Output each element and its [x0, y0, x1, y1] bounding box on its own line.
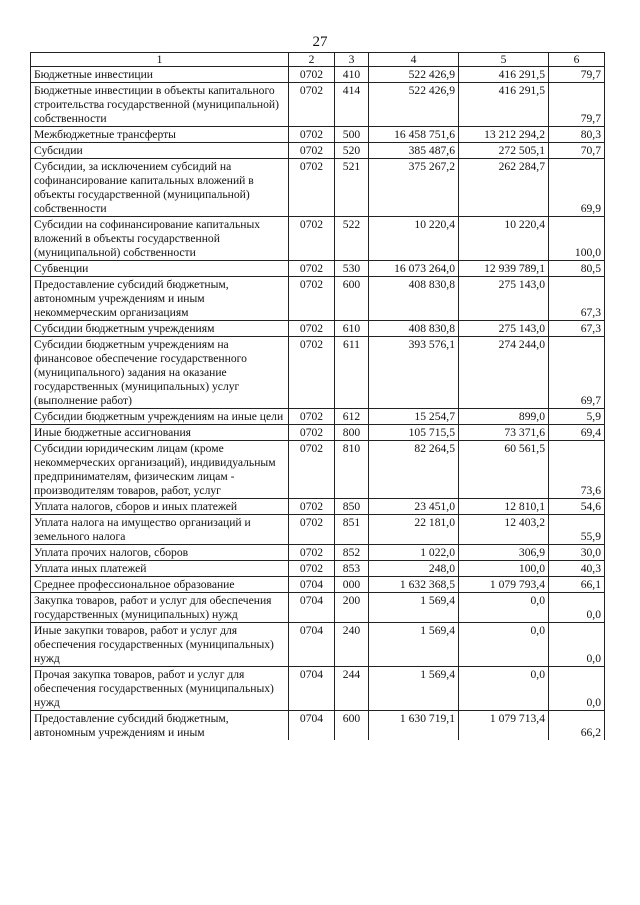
- column-header-percent: 6: [549, 53, 605, 67]
- row-name-cell: Закупка товаров, работ и услуг для обеспечения государственных (муниципальных) нужд: [31, 593, 289, 623]
- row-name-cell: Уплата налогов, сборов и иных платежей: [31, 499, 289, 515]
- row-fact-amount-cell: 12 403,2: [459, 515, 549, 545]
- table-row: [31, 159, 605, 217]
- row-expense-type-cell: 530: [335, 261, 369, 277]
- row-percent-cell: 73,6: [549, 441, 605, 499]
- row-section-code-cell: 0702: [289, 277, 335, 321]
- row-expense-type-cell: 240: [335, 623, 369, 667]
- table-row: [31, 67, 605, 83]
- row-fact-amount-cell: 73 371,6: [459, 425, 549, 441]
- row-expense-type-cell: 520: [335, 143, 369, 159]
- row-percent-cell: 79,7: [549, 67, 605, 83]
- row-percent-cell: 66,2: [549, 711, 605, 741]
- row-expense-type-cell: 244: [335, 667, 369, 711]
- row-section-code-cell: 0702: [289, 337, 335, 409]
- table-row: [31, 499, 605, 515]
- row-section-code-cell: 0704: [289, 711, 335, 741]
- row-plan-amount-cell: 248,0: [369, 561, 459, 577]
- row-plan-amount-cell: 522 426,9: [369, 67, 459, 83]
- table-row: [31, 577, 605, 593]
- row-section-code-cell: 0702: [289, 515, 335, 545]
- row-percent-cell: 5,9: [549, 409, 605, 425]
- row-fact-amount-cell: 12 810,1: [459, 499, 549, 515]
- row-expense-type-cell: 853: [335, 561, 369, 577]
- row-expense-type-cell: 611: [335, 337, 369, 409]
- row-percent-cell: 69,4: [549, 425, 605, 441]
- row-plan-amount-cell: 522 426,9: [369, 83, 459, 127]
- row-section-code-cell: 0702: [289, 321, 335, 337]
- column-header-expense-type: 3: [335, 53, 369, 67]
- row-expense-type-cell: 851: [335, 515, 369, 545]
- table-row: [31, 143, 605, 159]
- row-fact-amount-cell: 416 291,5: [459, 67, 549, 83]
- row-plan-amount-cell: 408 830,8: [369, 277, 459, 321]
- row-fact-amount-cell: 272 505,1: [459, 143, 549, 159]
- row-fact-amount-cell: 100,0: [459, 561, 549, 577]
- table-row: [31, 261, 605, 277]
- row-expense-type-cell: 500: [335, 127, 369, 143]
- row-fact-amount-cell: 0,0: [459, 593, 549, 623]
- row-plan-amount-cell: 1 630 719,1: [369, 711, 459, 741]
- row-section-code-cell: 0702: [289, 159, 335, 217]
- row-plan-amount-cell: 385 487,6: [369, 143, 459, 159]
- row-fact-amount-cell: 274 244,0: [459, 337, 549, 409]
- row-percent-cell: 55,9: [549, 515, 605, 545]
- table-row: [31, 711, 605, 741]
- row-name-cell: Иные бюджетные ассигнования: [31, 425, 289, 441]
- row-percent-cell: 79,7: [549, 83, 605, 127]
- column-header-plan: 4: [369, 53, 459, 67]
- row-section-code-cell: 0704: [289, 593, 335, 623]
- row-percent-cell: 30,0: [549, 545, 605, 561]
- row-name-cell: Субсидии: [31, 143, 289, 159]
- row-name-cell: Субсидии юридическим лицам (кроме некоммерческих организаций), индивидуальным предпринимателям, физическим лицам - производителям товаров, работ, услуг: [31, 441, 289, 499]
- row-fact-amount-cell: 10 220,4: [459, 217, 549, 261]
- row-fact-amount-cell: 275 143,0: [459, 321, 549, 337]
- row-section-code-cell: 0702: [289, 545, 335, 561]
- row-name-cell: Прочая закупка товаров, работ и услуг для обеспечения государственных (муниципальных) нужд: [31, 667, 289, 711]
- row-section-code-cell: 0702: [289, 143, 335, 159]
- row-fact-amount-cell: 416 291,5: [459, 83, 549, 127]
- table-row: [31, 321, 605, 337]
- row-expense-type-cell: 600: [335, 711, 369, 741]
- row-expense-type-cell: 000: [335, 577, 369, 593]
- row-percent-cell: 67,3: [549, 321, 605, 337]
- table-row: [31, 623, 605, 667]
- row-fact-amount-cell: 899,0: [459, 409, 549, 425]
- row-name-cell: Иные закупки товаров, работ и услуг для обеспечения государственных (муниципальных) нужд: [31, 623, 289, 667]
- row-section-code-cell: 0702: [289, 127, 335, 143]
- row-section-code-cell: 0702: [289, 499, 335, 515]
- column-header-name: 1: [31, 53, 289, 67]
- row-expense-type-cell: 414: [335, 83, 369, 127]
- row-percent-cell: 40,3: [549, 561, 605, 577]
- row-section-code-cell: 0704: [289, 623, 335, 667]
- row-plan-amount-cell: 22 181,0: [369, 515, 459, 545]
- row-expense-type-cell: 612: [335, 409, 369, 425]
- row-plan-amount-cell: 16 458 751,6: [369, 127, 459, 143]
- row-expense-type-cell: 521: [335, 159, 369, 217]
- row-section-code-cell: 0702: [289, 67, 335, 83]
- row-plan-amount-cell: 1 569,4: [369, 667, 459, 711]
- row-section-code-cell: 0702: [289, 217, 335, 261]
- row-percent-cell: 70,7: [549, 143, 605, 159]
- row-fact-amount-cell: 60 561,5: [459, 441, 549, 499]
- budget-execution-table: [30, 52, 605, 740]
- row-fact-amount-cell: 262 284,7: [459, 159, 549, 217]
- row-plan-amount-cell: 1 569,4: [369, 623, 459, 667]
- row-expense-type-cell: 850: [335, 499, 369, 515]
- table-row: [31, 127, 605, 143]
- row-fact-amount-cell: 13 212 294,2: [459, 127, 549, 143]
- row-fact-amount-cell: 1 079 713,4: [459, 711, 549, 741]
- row-name-cell: Субвенции: [31, 261, 289, 277]
- row-name-cell: Уплата налога на имущество организаций и земельного налога: [31, 515, 289, 545]
- row-fact-amount-cell: 306,9: [459, 545, 549, 561]
- row-plan-amount-cell: 23 451,0: [369, 499, 459, 515]
- row-percent-cell: 66,1: [549, 577, 605, 593]
- row-expense-type-cell: 522: [335, 217, 369, 261]
- table-row: [31, 515, 605, 545]
- page-number: 27: [312, 34, 328, 50]
- row-percent-cell: 67,3: [549, 277, 605, 321]
- row-percent-cell: 54,6: [549, 499, 605, 515]
- row-percent-cell: 69,9: [549, 159, 605, 217]
- row-name-cell: Среднее профессиональное образование: [31, 577, 289, 593]
- row-percent-cell: 0,0: [549, 667, 605, 711]
- row-percent-cell: 80,3: [549, 127, 605, 143]
- row-plan-amount-cell: 375 267,2: [369, 159, 459, 217]
- column-number-header-row: [31, 53, 605, 67]
- row-section-code-cell: 0702: [289, 561, 335, 577]
- row-section-code-cell: 0702: [289, 261, 335, 277]
- table-row: [31, 667, 605, 711]
- row-name-cell: Предоставление субсидий бюджетным, автономным учреждениям и иным: [31, 711, 289, 741]
- row-percent-cell: 0,0: [549, 623, 605, 667]
- row-section-code-cell: 0704: [289, 577, 335, 593]
- row-name-cell: Уплата иных платежей: [31, 561, 289, 577]
- table-row: [31, 545, 605, 561]
- row-expense-type-cell: 852: [335, 545, 369, 561]
- table-body: [31, 67, 605, 741]
- row-section-code-cell: 0702: [289, 409, 335, 425]
- row-plan-amount-cell: 1 569,4: [369, 593, 459, 623]
- row-percent-cell: 100,0: [549, 217, 605, 261]
- table-row: [31, 409, 605, 425]
- row-name-cell: Субсидии, за исключением субсидий на софинансирование капитальных вложений в объекты государственной (муниципальной) собственности: [31, 159, 289, 217]
- row-name-cell: Субсидии бюджетным учреждениям на финансовое обеспечение государственного (муниципального) задания на оказание государственных (муниципальных) услуг (выполнение работ): [31, 337, 289, 409]
- table-row: [31, 425, 605, 441]
- row-plan-amount-cell: 1 632 368,5: [369, 577, 459, 593]
- row-fact-amount-cell: 0,0: [459, 667, 549, 711]
- table-row: [31, 593, 605, 623]
- row-name-cell: Межбюджетные трансферты: [31, 127, 289, 143]
- row-expense-type-cell: 810: [335, 441, 369, 499]
- row-fact-amount-cell: 0,0: [459, 623, 549, 667]
- row-name-cell: Бюджетные инвестиции в объекты капитального строительства государственной (муниципальной) собственности: [31, 83, 289, 127]
- row-section-code-cell: 0702: [289, 83, 335, 127]
- row-plan-amount-cell: 105 715,5: [369, 425, 459, 441]
- row-fact-amount-cell: 12 939 789,1: [459, 261, 549, 277]
- row-name-cell: Субсидии на софинансирование капитальных вложений в объекты государственной (муниципальной) собственности: [31, 217, 289, 261]
- row-expense-type-cell: 410: [335, 67, 369, 83]
- row-plan-amount-cell: 82 264,5: [369, 441, 459, 499]
- row-fact-amount-cell: 275 143,0: [459, 277, 549, 321]
- row-name-cell: Предоставление субсидий бюджетным, автономным учреждениям и иным некоммерческим организациям: [31, 277, 289, 321]
- row-plan-amount-cell: 1 022,0: [369, 545, 459, 561]
- row-section-code-cell: 0704: [289, 667, 335, 711]
- row-section-code-cell: 0702: [289, 441, 335, 499]
- row-name-cell: Бюджетные инвестиции: [31, 67, 289, 83]
- row-plan-amount-cell: 10 220,4: [369, 217, 459, 261]
- row-name-cell: Уплата прочих налогов, сборов: [31, 545, 289, 561]
- row-percent-cell: 69,7: [549, 337, 605, 409]
- column-header-section: 2: [289, 53, 335, 67]
- row-plan-amount-cell: 16 073 264,0: [369, 261, 459, 277]
- table-row: [31, 337, 605, 409]
- row-percent-cell: 0,0: [549, 593, 605, 623]
- row-expense-type-cell: 200: [335, 593, 369, 623]
- table-row: [31, 277, 605, 321]
- table-row: [31, 83, 605, 127]
- row-expense-type-cell: 600: [335, 277, 369, 321]
- row-name-cell: Субсидии бюджетным учреждениям на иные цели: [31, 409, 289, 425]
- row-plan-amount-cell: 393 576,1: [369, 337, 459, 409]
- row-name-cell: Субсидии бюджетным учреждениям: [31, 321, 289, 337]
- row-expense-type-cell: 610: [335, 321, 369, 337]
- table-row: [31, 217, 605, 261]
- row-section-code-cell: 0702: [289, 425, 335, 441]
- table-row: [31, 561, 605, 577]
- table-row: [31, 441, 605, 499]
- row-fact-amount-cell: 1 079 793,4: [459, 577, 549, 593]
- column-header-fact: 5: [459, 53, 549, 67]
- row-percent-cell: 80,5: [549, 261, 605, 277]
- row-plan-amount-cell: 408 830,8: [369, 321, 459, 337]
- row-plan-amount-cell: 15 254,7: [369, 409, 459, 425]
- row-expense-type-cell: 800: [335, 425, 369, 441]
